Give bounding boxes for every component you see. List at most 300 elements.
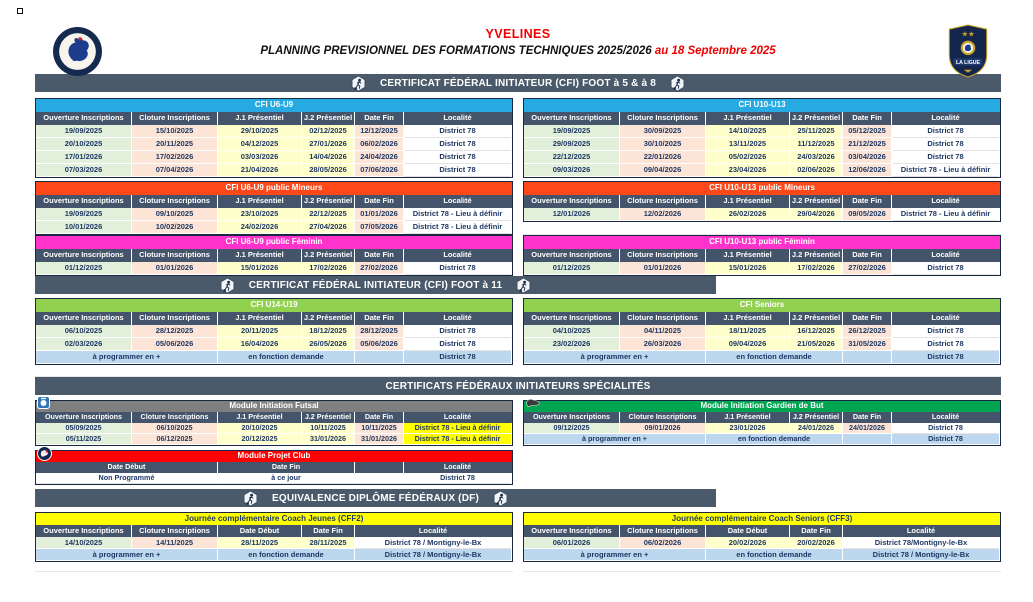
table-cell: District 78 / Montigny-le-Bx <box>843 549 999 561</box>
table-cell: District 78 <box>892 138 999 151</box>
table-row <box>524 125 1000 138</box>
column-header: Ouverture Inscriptions <box>36 195 132 208</box>
column-header: Ouverture Inscriptions <box>36 525 132 537</box>
region-title: YVELINES <box>485 27 551 41</box>
table-cell: 03/04/2026 <box>843 151 892 164</box>
table-cell: 09/10/2025 <box>132 208 218 221</box>
table-cell: 20/11/2025 <box>132 138 218 151</box>
table-cell: District 78 - Lieu à définir <box>892 208 999 221</box>
table-cell: 04/11/2025 <box>620 325 706 338</box>
table-cell: 30/10/2025 <box>620 138 706 151</box>
table-cell: 21/04/2026 <box>218 164 302 177</box>
table-cell: 09/01/2026 <box>620 423 706 434</box>
table-cell: 26/12/2025 <box>843 325 892 338</box>
table-cell: District 78 - Lieu à définir <box>404 208 511 221</box>
column-header: Cloture Inscriptions <box>132 525 218 537</box>
column-header: Ouverture Inscriptions <box>524 112 620 125</box>
table-cell: 20/10/2025 <box>218 423 302 434</box>
column-header: Date Fin <box>218 462 355 473</box>
column-header: Cloture Inscriptions <box>132 195 218 208</box>
table-row <box>36 434 512 445</box>
table-cfi-seniors <box>523 298 1001 365</box>
table-cell: 10/01/2026 <box>36 221 132 234</box>
page-title-date: au 18 Septembre 2025 <box>651 45 776 57</box>
table-cell: en fonction demande <box>218 351 355 364</box>
right-table-stack <box>523 512 1001 572</box>
column-header: J.1 Présentiel <box>218 195 302 208</box>
table-cell: à programmer en + <box>36 549 218 561</box>
table-cell: 31/01/2026 <box>355 434 404 445</box>
table-row <box>524 338 1000 351</box>
column-header: Date Début <box>706 525 790 537</box>
column-header: Date Fin <box>302 525 355 537</box>
column-header: J.1 Présentiel <box>218 249 302 262</box>
table-cell: District 78 <box>404 473 511 484</box>
column-header: Date Début <box>36 462 218 473</box>
table-cell: District 78/Montigny-le-Bx <box>843 537 999 549</box>
table-row <box>36 151 512 164</box>
table-row <box>524 549 1000 561</box>
table-cell: en fonction demande <box>706 351 843 364</box>
column-header-row <box>36 312 512 325</box>
left-table-stack <box>35 450 513 485</box>
column-header: J.1 Présentiel <box>706 412 790 423</box>
column-header: Localité <box>418 526 448 535</box>
table-cell: District 78 <box>404 164 511 177</box>
table-row <box>524 351 1000 364</box>
table-cell: District 78 <box>892 338 999 351</box>
table-cell: 17/02/2026 <box>302 262 355 275</box>
table-cell: District 78 <box>892 151 999 164</box>
column-header: Cloture Inscriptions <box>132 412 218 423</box>
table-cell: 22/01/2026 <box>620 151 706 164</box>
table-cell: 05/09/2025 <box>36 423 132 434</box>
column-header: Date Fin <box>843 412 892 423</box>
column-header: Cloture Inscriptions <box>620 195 706 208</box>
table-cell <box>355 473 404 484</box>
table-cell: 02/03/2026 <box>36 338 132 351</box>
column-header: Ouverture Inscriptions <box>524 312 620 325</box>
table-row <box>524 423 1000 434</box>
table-cell: District 78 <box>404 338 511 351</box>
table-cell: 28/11/2025 <box>302 537 355 549</box>
table-cell: District 78 <box>404 151 511 164</box>
column-header: Ouverture Inscriptions <box>524 195 620 208</box>
column-header: Date Fin <box>355 249 404 262</box>
table-cell: 11/12/2025 <box>790 138 843 151</box>
table-row <box>36 221 512 234</box>
table-cell: 14/04/2026 <box>302 151 355 164</box>
column-header: Localité <box>931 412 960 421</box>
table-row <box>524 325 1000 338</box>
table-cell: 29/10/2025 <box>218 125 302 138</box>
table-row <box>36 537 512 549</box>
table-cell: en fonction demande <box>706 549 843 561</box>
column-header: J.2 Présentiel <box>302 195 355 208</box>
table-cell: 07/04/2026 <box>132 164 218 177</box>
table-cell <box>355 351 404 364</box>
column-header: Date Fin <box>355 195 404 208</box>
table-cell: 12/12/2025 <box>355 125 404 138</box>
column-header: Date Début <box>218 525 302 537</box>
section-specialites-tables <box>35 400 1001 446</box>
column-header: Localité <box>443 412 472 421</box>
column-header: Date Fin <box>790 525 843 537</box>
table-cell: District 78 - Lieu à définir <box>404 221 511 234</box>
table-cfi-u6-u9-feminin <box>35 235 513 276</box>
column-header: J.2 Présentiel <box>790 249 843 262</box>
column-header: J.1 Présentiel <box>218 312 302 325</box>
table-row <box>524 164 1000 177</box>
left-table-stack <box>35 512 513 572</box>
column-header: Date Fin <box>843 112 892 125</box>
table-module-gardien <box>523 400 1001 446</box>
table-cell: 21/05/2026 <box>790 338 843 351</box>
table-cell: 06/01/2026 <box>524 537 620 549</box>
empty-grid-row <box>35 365 513 377</box>
column-header: Ouverture Inscriptions <box>36 249 132 262</box>
column-header-row <box>36 412 512 423</box>
table-title: Journée complémentaire Coach Seniors (CFF3) <box>524 513 1000 525</box>
table-cell: 04/10/2025 <box>524 325 620 338</box>
table-cell: 26/05/2026 <box>302 338 355 351</box>
table-row <box>36 208 512 221</box>
table-title: CFI U6-U9 <box>36 99 512 112</box>
section-projet-club <box>35 450 1001 485</box>
table-cell: 12/02/2026 <box>620 208 706 221</box>
table-cell: 20/02/2026 <box>790 537 843 549</box>
soccer-player-hexagon-icon <box>493 490 508 507</box>
goalkeeper-glove-icon <box>525 396 541 414</box>
table-cell: 05/11/2025 <box>36 434 132 445</box>
column-header: Ouverture Inscriptions <box>36 412 132 423</box>
table-cell: District 78 <box>404 351 511 364</box>
table-cell: 02/12/2025 <box>302 125 355 138</box>
column-header: J.2 Présentiel <box>790 312 843 325</box>
table-cell: 05/06/2026 <box>132 338 218 351</box>
table-cell: 05/12/2025 <box>843 125 892 138</box>
column-header-row <box>524 195 1000 208</box>
table-cell: 10/02/2026 <box>132 221 218 234</box>
table-cell: 24/01/2026 <box>843 423 892 434</box>
table-cell: 31/05/2026 <box>843 338 892 351</box>
column-header: Date Fin <box>843 249 892 262</box>
table-cfi-u10-u13-mineurs <box>523 181 1001 222</box>
table-cell: 23/02/2026 <box>524 338 620 351</box>
column-header: Localité <box>906 526 936 535</box>
column-header: Localité <box>931 113 960 122</box>
column-header: Cloture Inscriptions <box>132 112 218 125</box>
column-header <box>355 462 404 473</box>
table-cell <box>843 434 892 445</box>
table-cfi-u10-u13-feminin <box>523 235 1001 276</box>
table-row <box>36 164 512 177</box>
left-table-stack <box>35 400 513 446</box>
table-title: CFI U10-U13 <box>524 99 1000 112</box>
table-cell: 17/01/2026 <box>36 151 132 164</box>
table-title: CFI Seniors <box>524 299 1000 312</box>
table-row <box>36 338 512 351</box>
column-header: J.1 Présentiel <box>706 112 790 125</box>
futsal-badge-icon <box>37 396 50 414</box>
section-equivalence-tables <box>35 512 1001 572</box>
table-row <box>36 549 512 561</box>
table-cell: 06/10/2025 <box>36 325 132 338</box>
table-cell: 28/11/2025 <box>218 537 302 549</box>
table-cell: 01/12/2025 <box>524 262 620 275</box>
column-header: Localité <box>443 313 472 322</box>
column-header: J.2 Présentiel <box>790 195 843 208</box>
table-row <box>524 262 1000 275</box>
document-content <box>35 0 1001 572</box>
column-header-row <box>36 249 512 262</box>
table-cell: 14/10/2025 <box>706 125 790 138</box>
table-cell: 18/11/2025 <box>706 325 790 338</box>
table-cell: 20/11/2025 <box>218 325 302 338</box>
table-row <box>524 537 1000 549</box>
soccer-player-hexagon-icon <box>220 277 235 294</box>
table-cell: 23/04/2026 <box>706 164 790 177</box>
section-banner-label: CERTIFICAT FÉDÉRAL INITIATEUR (CFI) FOOT à 5 & à 8 <box>379 77 657 89</box>
table-cell: 19/09/2025 <box>36 125 132 138</box>
document-header <box>35 0 1001 74</box>
table-cell: 03/03/2026 <box>218 151 302 164</box>
right-table-stack <box>523 400 1001 446</box>
table-module-futsal <box>35 400 513 446</box>
table-cell: 09/12/2025 <box>524 423 620 434</box>
column-header: J.2 Présentiel <box>302 112 355 125</box>
table-cell: District 78 <box>892 325 999 338</box>
column-header: J.2 Présentiel <box>302 249 355 262</box>
table-cff3 <box>523 512 1001 562</box>
table-cell: 15/01/2026 <box>218 262 302 275</box>
table-row <box>524 151 1000 164</box>
table-cell: 24/03/2026 <box>790 151 843 164</box>
table-cell: 29/04/2026 <box>790 208 843 221</box>
table-cell: en fonction demande <box>218 549 355 561</box>
column-header-row <box>36 112 512 125</box>
table-cell: 07/03/2026 <box>36 164 132 177</box>
district-fff-round-crest <box>52 26 103 82</box>
table-cell: à programmer en + <box>36 351 218 364</box>
column-header-row <box>524 312 1000 325</box>
column-header: Cloture Inscriptions <box>132 312 218 325</box>
table-cell: District 78 <box>404 138 511 151</box>
table-cell: District 78 / Montigny-le-Bx <box>355 549 511 561</box>
column-header-row <box>524 525 1000 537</box>
table-cell: District 78 - Lieu à définir <box>892 164 999 177</box>
table-cell: Non Programmé <box>36 473 218 484</box>
table-cell: 24/04/2026 <box>355 151 404 164</box>
table-cell: 29/09/2025 <box>524 138 620 151</box>
table-cell: 25/11/2025 <box>790 125 843 138</box>
table-title: Journée complémentaire Coach Jeunes (CFF2) <box>36 513 512 525</box>
column-header: Date Fin <box>843 195 892 208</box>
column-header: Cloture Inscriptions <box>620 249 706 262</box>
table-cell: 22/12/2025 <box>302 208 355 221</box>
table-cell: 12/06/2026 <box>843 164 892 177</box>
table-cell: 26/02/2026 <box>706 208 790 221</box>
table-cell: 27/01/2026 <box>302 138 355 151</box>
soccer-player-hexagon-icon <box>670 75 685 92</box>
column-header: J.1 Présentiel <box>706 249 790 262</box>
table-cell: 20/02/2026 <box>706 537 790 549</box>
table-cell: 20/10/2025 <box>36 138 132 151</box>
table-cell: 19/09/2025 <box>524 125 620 138</box>
crest-stars: ★★ <box>961 29 975 39</box>
table-title: Module Initiation Futsal <box>36 401 512 412</box>
page-title <box>35 45 1001 57</box>
column-header-row <box>524 412 1000 423</box>
empty-grid-row <box>523 365 1001 377</box>
section-cfi-11-tables <box>35 298 1001 377</box>
column-header: J.1 Présentiel <box>706 195 790 208</box>
left-table-stack <box>35 298 513 377</box>
table-cell: à programmer en + <box>524 549 706 561</box>
table-cell <box>843 351 892 364</box>
table-cell: 16/04/2026 <box>218 338 302 351</box>
table-row <box>36 138 512 151</box>
table-cell: 09/03/2026 <box>524 164 620 177</box>
column-header: J.1 Présentiel <box>706 312 790 325</box>
column-header-row <box>524 249 1000 262</box>
table-title: Module Initiation Gardien de But <box>524 401 1000 412</box>
table-cell: 01/01/2026 <box>132 262 218 275</box>
column-header: Localité <box>443 462 472 471</box>
table-cell: 17/02/2026 <box>132 151 218 164</box>
table-cell: 28/12/2025 <box>132 325 218 338</box>
table-cell: 13/11/2025 <box>706 138 790 151</box>
section-banner-label: EQUIVALENCE DIPLÔME FÉDÉRAUX (DF) <box>272 492 479 504</box>
right-table-stack <box>523 450 1001 485</box>
column-header: Localité <box>931 313 960 322</box>
soccer-player-hexagon-icon <box>516 277 531 294</box>
table-title: CFI U10-U13 public Mineurs <box>524 182 1000 195</box>
column-header: Localité <box>443 250 472 259</box>
table-row <box>524 138 1000 151</box>
table-cell: District 78 <box>404 125 511 138</box>
table-cfi-u14-u19 <box>35 298 513 365</box>
table-cfi-u10-u13 <box>523 98 1001 178</box>
table-cell: 01/12/2025 <box>36 262 132 275</box>
column-header-row <box>36 195 512 208</box>
table-module-projet-club <box>35 450 513 485</box>
table-cell: 27/04/2026 <box>302 221 355 234</box>
table-cell: 02/06/2026 <box>790 164 843 177</box>
table-cell: District 78 - Lieu à définir <box>404 434 511 445</box>
column-header: Cloture Inscriptions <box>620 525 706 537</box>
table-cell: 21/12/2025 <box>843 138 892 151</box>
table-cell: District 78 <box>892 262 999 275</box>
table-cell: en fonction demande <box>706 434 843 445</box>
column-header: J.1 Présentiel <box>218 112 302 125</box>
table-cell: 19/09/2025 <box>36 208 132 221</box>
table-row <box>524 208 1000 221</box>
section-cfi-5-8-tables <box>35 98 1001 276</box>
table-cell: 31/01/2026 <box>302 434 355 445</box>
club-round-badge-icon <box>37 446 52 466</box>
column-header: Ouverture Inscriptions <box>36 312 132 325</box>
table-cell: District 78 - Lieu à définir <box>404 423 511 434</box>
table-cell: 30/09/2025 <box>620 125 706 138</box>
section-banner-cfi-foot-5-8 <box>35 74 1001 92</box>
column-header: Cloture Inscriptions <box>620 412 706 423</box>
table-cff2 <box>35 512 513 562</box>
table-cell: 15/01/2026 <box>706 262 790 275</box>
table-cell: 15/10/2025 <box>132 125 218 138</box>
table-cell: 06/12/2025 <box>132 434 218 445</box>
table-cfi-u6-u9 <box>35 98 513 178</box>
column-header: Ouverture Inscriptions <box>524 525 620 537</box>
column-header: Cloture Inscriptions <box>620 312 706 325</box>
column-header: Localité <box>443 196 472 205</box>
table-cell: 09/04/2026 <box>706 338 790 351</box>
table-cell: 05/02/2026 <box>706 151 790 164</box>
soccer-player-hexagon-icon <box>243 490 258 507</box>
column-header-row <box>36 462 512 473</box>
table-cell: 27/02/2026 <box>843 262 892 275</box>
column-header: Ouverture Inscriptions <box>524 249 620 262</box>
column-header: Date Fin <box>843 312 892 325</box>
table-cell: 01/01/2026 <box>620 262 706 275</box>
table-row <box>36 351 512 364</box>
table-row <box>36 125 512 138</box>
column-header: J.2 Présentiel <box>302 312 355 325</box>
table-title: Module Projet Club <box>36 451 512 462</box>
column-header: Date Fin <box>355 112 404 125</box>
table-cell: 20/12/2025 <box>218 434 302 445</box>
table-cell: 17/02/2026 <box>790 262 843 275</box>
table-title: CFI U10-U13 public Féminin <box>524 236 1000 249</box>
column-header: Date Fin <box>355 312 404 325</box>
la-ligue-shield-crest <box>946 24 990 83</box>
table-cell: 18/12/2025 <box>302 325 355 338</box>
table-cell: 23/01/2026 <box>706 423 790 434</box>
table-cell: 06/02/2026 <box>620 537 706 549</box>
column-header: Ouverture Inscriptions <box>524 412 620 423</box>
section-banner-label: CERTIFICAT FÉDÉRAL INITIATEUR (CFI) FOOT à 11 <box>248 279 503 291</box>
table-title: CFI U6-U9 public Féminin <box>36 236 512 249</box>
table-cell: 01/01/2026 <box>355 208 404 221</box>
table-cell: 16/12/2025 <box>790 325 843 338</box>
column-header: Localité <box>931 196 960 205</box>
column-header: J.2 Présentiel <box>790 112 843 125</box>
section-banner-equivalence-df <box>35 489 716 507</box>
column-header: Cloture Inscriptions <box>620 112 706 125</box>
column-header: Ouverture Inscriptions <box>36 112 132 125</box>
section-banner-label: CERTIFICATS FÉDÉRAUX INITIATEURS SPÉCIALITÉS <box>385 380 651 392</box>
right-table-stack <box>523 298 1001 377</box>
table-cell: District 78 <box>404 325 511 338</box>
table-row <box>524 434 1000 445</box>
table-cell: 27/02/2026 <box>355 262 404 275</box>
table-cell: District 78 <box>404 262 511 275</box>
column-header: Cloture Inscriptions <box>132 249 218 262</box>
table-cell: 23/10/2025 <box>218 208 302 221</box>
table-cell: à programmer en + <box>524 434 706 445</box>
table-cell: 12/01/2026 <box>524 208 620 221</box>
table-cell: District 78 <box>892 351 999 364</box>
left-table-stack <box>35 98 513 276</box>
table-row <box>36 325 512 338</box>
table-cell: 07/05/2026 <box>355 221 404 234</box>
table-cell: District 78 <box>892 125 999 138</box>
table-cell: 10/11/2025 <box>302 423 355 434</box>
section-banner-specialites <box>35 377 1001 395</box>
table-cell: 06/02/2026 <box>355 138 404 151</box>
print-mark <box>17 8 23 14</box>
table-cell: à ce jour <box>218 473 355 484</box>
